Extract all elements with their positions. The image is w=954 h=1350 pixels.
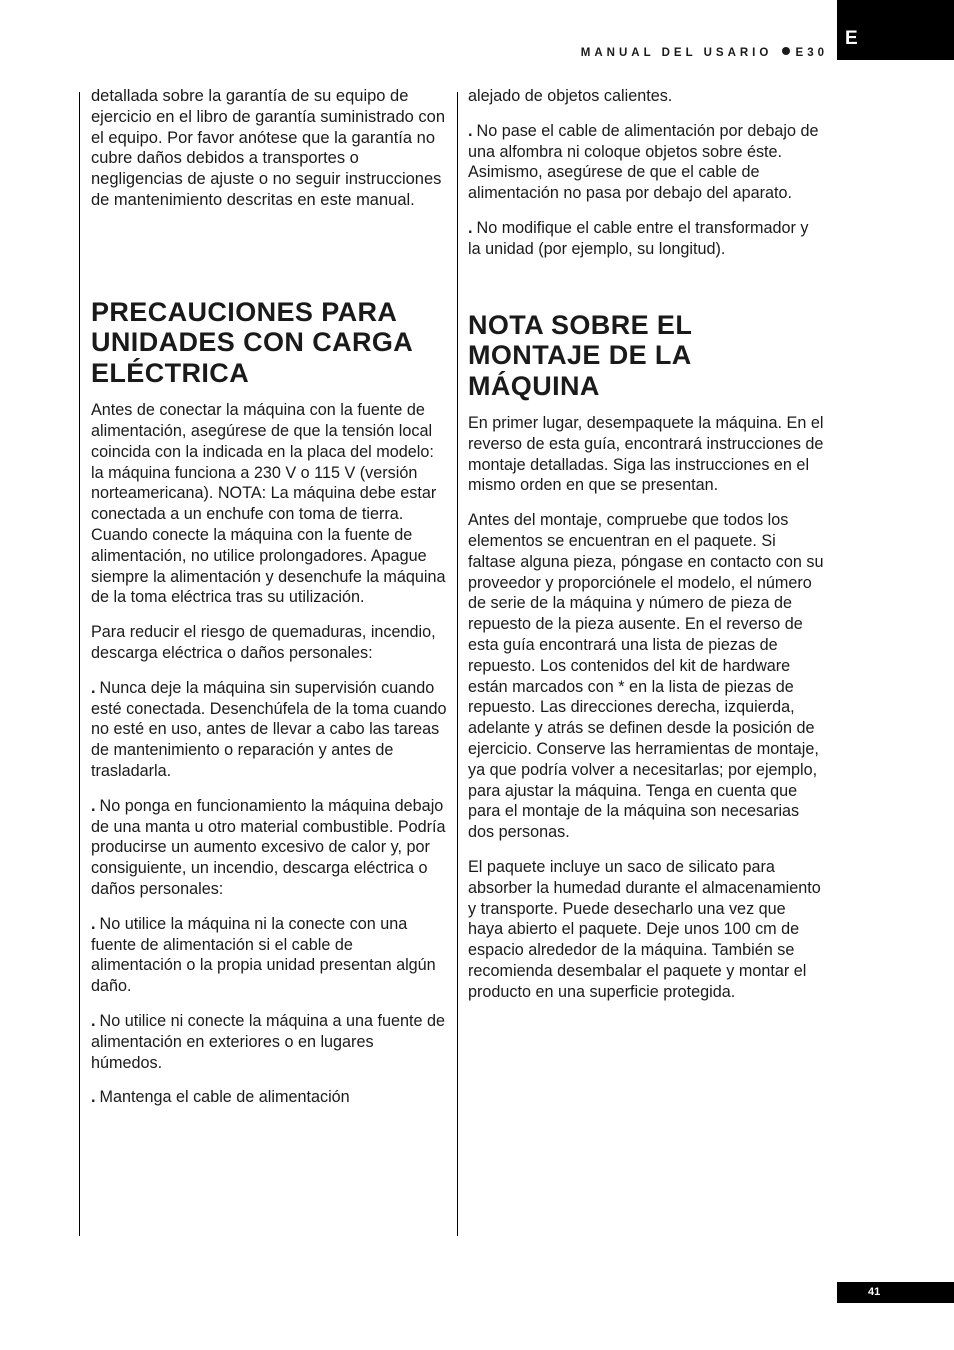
paragraph-unpack: En primer lugar, desempaquete la máquina. En el reverso de esta guía, encontrará instrucciones de montaje detalladas. Siga las instrucciones en el mismo orden en que se presentan.	[468, 414, 824, 495]
bullet-dot-icon	[782, 47, 790, 55]
bullet-icon: .	[468, 218, 473, 237]
paragraph-risk-reduction: Para reducir el riesgo de quemaduras, incendio, descarga eléctrica o daños personales:	[91, 623, 436, 663]
bullet-icon: .	[91, 1088, 96, 1107]
paragraph-before-assembly: Antes del montaje, compruebe que todos los elementos se encuentran en el paquete. Si faltase alguna pieza, póngase en contacto con su proveedor y proporciónele el modelo, el número de serie de la máquina y número de pieza de repuesto de la pieza ausente. En el reverso de esta guía encontrará una lista de piezas de repuesto. Los contenidos del kit de hardware están marcados con * en la lista de piezas de repuesto. Las direcciones derecha, izquierda, adelante y atrás se definen desde la posición de ejercicio. Conserve las herramientas de montaje, ya que podría volver a necesitarlas; por ejemplo, para ajustar la máquina. Tenga en cuenta que para el montaje de la máquina son necesarias dos personas.	[468, 511, 824, 842]
bullet-item: . No utilice ni conecte la máquina a una fuente de alimentación en exteriores o en lugares húmedos.	[91, 1012, 446, 1072]
left-column	[91, 86, 447, 1122]
running-header	[581, 47, 828, 59]
bullet-item: . No modifique el cable entre el transformador y la unidad (por ejemplo, su longitud).	[468, 218, 809, 258]
manual-title: MANUAL DEL USARIO	[580, 47, 773, 59]
bullet-item: . No utilice la máquina ni la conecte con una fuente de alimentación si el cable de alimentación o la propia unidad presentan algún daño.	[91, 914, 436, 996]
bullet-icon: .	[91, 1012, 96, 1030]
language-tab	[837, 0, 954, 60]
heading-assembly-note: NOTA SOBRE EL MONTAJE DE LA MÁQUINA	[468, 309, 692, 401]
language-tab-label: E	[845, 28, 858, 49]
bullet-item: . No ponga en funcionamiento la máquina debajo de una manta u otro material combustible. Podría producirse un aumento excesivo de calor y, por consiguiente, un incendio, descarga eléctrica o daños personales:	[91, 796, 446, 899]
left-column-rule	[79, 92, 80, 1236]
paragraph-power-connection: Antes de conectar la máquina con la fuente de alimentación, asegúrese de que la tensión local coincida con la indicada en la placa del modelo: la máquina funciona a 230 V o 115 V (versión norteamericana). NOTA: La máquina debe estar conectada a un enchufe con toma de tierra. Cuando conecte la máquina con la fuente de alimentación, no utilice prolongadores. Apague siempre la alimentación y desenchufe la máquina de la toma eléctrica tras su utilización.	[91, 401, 446, 607]
bullet-item: . Nunca deje la máquina sin supervisión cuando esté conectada. Desenchúfela de la toma cuando no esté en uso, antes de llevar a cabo las tareas de mantenimiento o reparación y antes de trasladarla.	[91, 678, 447, 781]
heading-electrical-precautions: PRECAUCIONES PARA UNIDADES CON CARGA ELÉCTRICA	[91, 296, 413, 388]
center-column-rule	[457, 92, 458, 1236]
bullet-icon: .	[468, 121, 473, 140]
page-number-box	[837, 1282, 954, 1303]
bullet-icon: .	[91, 914, 96, 933]
bullet-item: . No pase el cable de alimentación por debajo de una alfombra ni coloque objetos sobre éste. Asimismo, asegúrese de que el cable de alimentación no pasa por debajo del aparato.	[468, 121, 819, 203]
model-name: E30	[795, 47, 828, 59]
bullet-icon: .	[91, 796, 96, 815]
bullet-icon: .	[91, 678, 96, 697]
right-column	[468, 86, 824, 1017]
warranty-continuation: detallada sobre la garantía de su equipo de ejercicio en el libro de garantía suministrado con el equipo. Por favor anótese que la garantía no cubre daños debidos a transportes o negligencias de ajuste o no seguir instrucciones de mantenimiento descritas en este manual.	[91, 87, 446, 209]
cable-continuation: alejado de objetos calientes.	[468, 87, 673, 105]
page-number: 41	[868, 1286, 881, 1298]
bullet-item: . Mantenga el cable de alimentación	[91, 1088, 350, 1107]
paragraph-silicate-bag: El paquete incluye un saco de silicato para absorber la humedad durante el almacenamiento y transporte. Puede desecharlo una vez que haya abierto el paquete. Deje unos 100 cm de espacio alrededor de la máquina. También se recomienda desembalar el paquete y montar el producto en una superficie protegida.	[468, 858, 821, 1001]
